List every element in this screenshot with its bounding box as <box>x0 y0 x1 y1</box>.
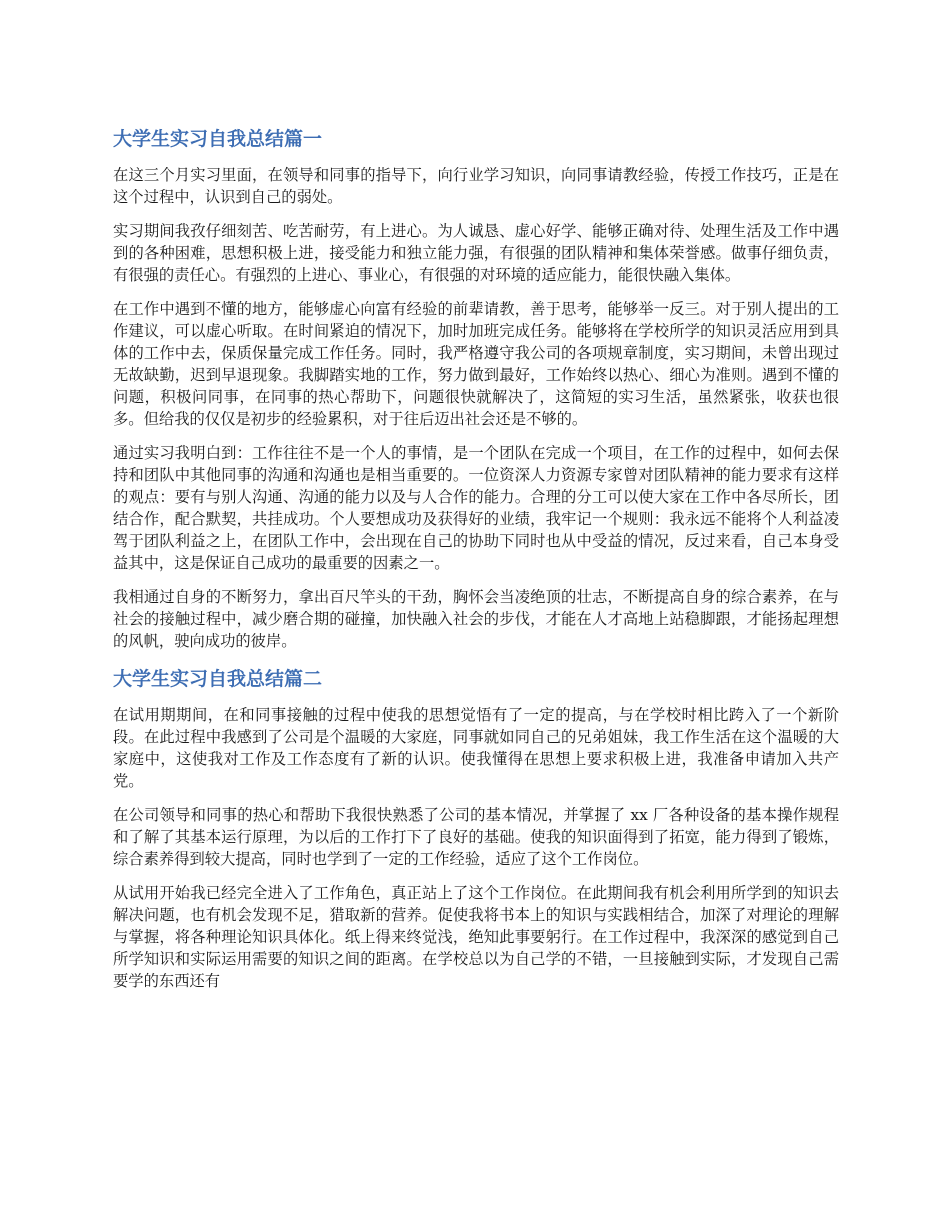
paragraph: 在工作中遇到不懂的地方，能够虚心向富有经验的前辈请教，善于思考，能够举一反三。对于别人提出的工作建议，可以虚心听取。在时间紧迫的情况下，加时加班完成任务。能够将在学校所学的知识灵活应用到具体的工作中去，保质保量完成工作任务。同时，我严格遵守我公司的各项规章制度，实习期间，未曾出现过无故缺勤，迟到早退现象。我脚踏实地的工作，努力做到最好，工作始终以热心、细心为准则。遇到不懂的问题，积极问同事，在同事的热心帮助下，问题很快就解决了，这简短的实习生活，虽然紧张，收获也很多。但给我的仅仅是初步的经验累积，对于往后迈出社会还是不够的。 <box>113 300 839 428</box>
paragraph: 从试用开始我已经完全进入了工作角色，真正站上了这个工作岗位。在此期间我有机会利用所学到的知识去解决问题，也有机会发现不足，猎取新的营养。促使我将书本上的知识与实践相结合，加深了对理论的理解与掌握，将各种理论知识具体化。纸上得来终觉浅，绝知此事要躬行。在工作过程中，我深深的感觉到自己所学知识和实际运用需要的知识之间的距离。在学校总以为自己学的不错，一旦接触到实际，才发现自己需要学的东西还有 <box>113 884 839 990</box>
section-heading: 大学生实习自我总结篇二 <box>113 668 323 690</box>
document-page <box>113 124 839 1004</box>
paragraph: 在公司领导和同事的热心和帮助下我很快熟悉了公司的基本情况，并掌握了 xx 厂各种设备的基本操作规程和了解了其基本运行原理，为以后的工作打下了良好的基础。使我的知识面得到了拓宽，能力得到了锻炼，综合素养得到较大提高，同时也学到了一定的工作经验，适应了这个工作岗位。 <box>113 806 839 868</box>
paragraph: 在这三个月实习里面，在领导和同事的指导下，向行业学习知识，向同事请教经验，传授工作技巧，正是在这个过程中，认识到自己的弱处。 <box>113 166 839 206</box>
paragraph: 在试用期期间，在和同事接触的过程中使我的思想觉悟有了一定的提高，与在学校时相比跨入了一个新阶段。在此过程中我感到了公司是个温暖的大家庭，同事就如同自己的兄弟姐妹，我工作生活在这个温暖的大家庭中，这使我对工作及工作态度有了新的认识。使我懂得在思想上要求积极上进，我准备申请加入共产党。 <box>113 706 839 790</box>
paragraph: 实习期间我孜仔细刻苦、吃苦耐劳，有上进心。为人诚恳、虚心好学、能够正确对待、处理生活及工作中遇到的各种困难，思想积极上进，接受能力和独立能力强，有很强的团队精神和集体荣誉感。做事仔细负责，有很强的责任心。有强烈的上进心、事业心，有很强的对环境的适应能力，能很快融入集体。 <box>113 222 839 284</box>
paragraph: 通过实习我明白到：工作往往不是一个人的事情，是一个团队在完成一个项目，在工作的过程中，如何去保持和团队中其他同事的沟通和沟通也是相当重要的。一位资深人力资源专家曾对团队精神的能力要求有这样的观点：要有与别人沟通、沟通的能力以及与人合作的能力。合理的分工可以使大家在工作中各尽所长，团结合作，配合默契，共挂成功。个人要想成功及获得好的业绩，我牢记一个规则：我永远不能将个人利益凌驾于团队利益之上，在团队工作中，会出现在自己的协助下同时也从中受益的情况，反过来看，自己本身受益其中，这是保证自己成功的最重要的因素之一。 <box>113 444 839 572</box>
section-heading: 大学生实习自我总结篇一 <box>113 128 323 150</box>
section-2 <box>113 664 839 992</box>
section-1 <box>113 124 839 652</box>
paragraph: 我相通过自身的不断努力，拿出百尺竿头的干劲，胸怀会当凌绝顶的壮志，不断提高自身的综合素养，在与社会的接触过程中，减少磨合期的碰撞，加快融入社会的步伐，才能在人才高地上站稳脚跟，才能扬起理想的风帆，驶向成功的彼岸。 <box>113 588 839 650</box>
